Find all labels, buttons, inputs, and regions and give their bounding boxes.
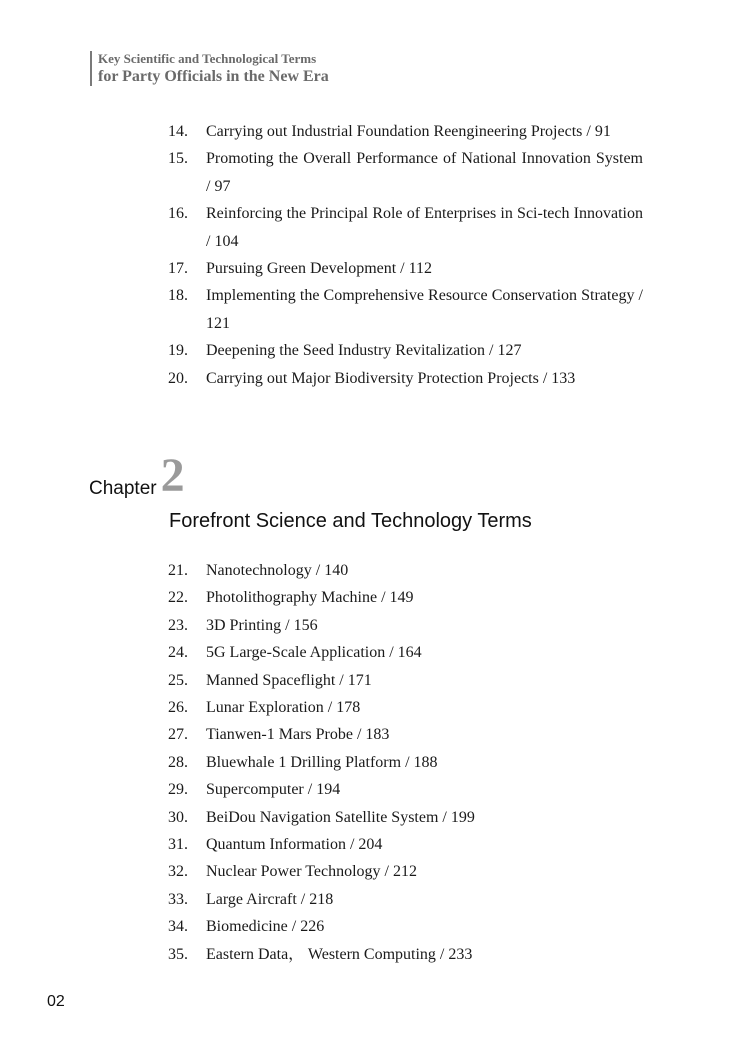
- running-head: [90, 51, 329, 86]
- running-head-line1: Key Scientific and Technological Terms: [98, 51, 317, 66]
- toc-item[interactable]: [168, 886, 643, 913]
- toc-item-number: 25.: [168, 671, 188, 689]
- toc-item-text: Carrying out Major Biodiversity Protection Projects / 133: [206, 369, 576, 387]
- toc-item-text: Pursuing Green Development / 112: [206, 260, 433, 278]
- toc-item[interactable]: [168, 749, 643, 776]
- toc-item[interactable]: [168, 584, 643, 611]
- toc-item[interactable]: [168, 639, 643, 666]
- toc-item-number: 31.: [168, 836, 188, 854]
- toc-item-number: 30.: [168, 808, 188, 826]
- toc-item-text: Lunar Exploration / 178: [206, 699, 361, 717]
- chapter-number: 2: [160, 449, 185, 502]
- toc-item-number: 16.: [168, 205, 188, 223]
- toc-item[interactable]: [168, 612, 643, 639]
- toc-item-text: Reinforcing the Principal Role of Enterprises in Sci-tech Innovation / 104: [206, 205, 643, 250]
- toc-item-text: Implementing the Comprehensive Resource Conservation Strategy / 121: [206, 287, 643, 332]
- toc-item-text: Photolithography Machine / 149: [206, 589, 414, 607]
- toc-item-text: Promoting the Overall Performance of National Innovation System / 97: [206, 150, 643, 195]
- toc-item[interactable]: [168, 858, 643, 885]
- page-number: 02: [47, 993, 65, 1010]
- toc-item-number: 24.: [168, 644, 188, 662]
- toc-item-text: Nanotechnology / 140: [206, 562, 349, 579]
- toc-item[interactable]: [168, 200, 643, 255]
- toc-list-chapter1: [168, 118, 643, 392]
- toc-item-number: 34.: [168, 918, 188, 936]
- toc-item-text: Nuclear Power Technology / 212: [206, 863, 417, 881]
- toc-item-text: Eastern Data， Western Computing / 233: [206, 945, 473, 963]
- toc-item-text: Manned Spaceflight / 171: [206, 671, 372, 689]
- toc-item[interactable]: [168, 913, 643, 940]
- toc-item-text: Deepening the Seed Industry Revitalization / 127: [206, 342, 522, 360]
- toc-item-number: 33.: [168, 890, 188, 908]
- toc-item[interactable]: [168, 118, 643, 145]
- toc-item-text: 5G Large-Scale Application / 164: [206, 644, 422, 662]
- toc-item[interactable]: [168, 282, 643, 337]
- toc-list-chapter2: [168, 557, 643, 968]
- toc-item[interactable]: [168, 337, 643, 364]
- toc-item-text: Quantum Information / 204: [206, 836, 383, 854]
- toc-item[interactable]: [168, 557, 643, 584]
- toc-item-number: 29.: [168, 781, 188, 799]
- toc-item-number: 17.: [168, 260, 188, 278]
- toc-item[interactable]: [168, 721, 643, 748]
- toc-item-number: 15.: [168, 150, 188, 168]
- toc-item-text: BeiDou Navigation Satellite System / 199: [206, 808, 475, 826]
- toc-item[interactable]: [168, 831, 643, 858]
- toc-item-number: 28.: [168, 753, 188, 771]
- toc-item[interactable]: [168, 255, 643, 282]
- toc-item[interactable]: [168, 667, 643, 694]
- toc-item-number: 21.: [168, 562, 188, 579]
- toc-item-text: Tianwen-1 Mars Probe / 183: [206, 726, 390, 744]
- toc-item-number: 26.: [168, 699, 188, 717]
- toc-item[interactable]: [168, 694, 643, 721]
- toc-item-number: 23.: [168, 616, 188, 634]
- toc-item-text: 3D Printing / 156: [206, 616, 318, 634]
- toc-item-number: 22.: [168, 589, 188, 607]
- toc-item-number: 27.: [168, 726, 188, 744]
- toc-item[interactable]: [168, 804, 643, 831]
- toc-item-number: 18.: [168, 287, 188, 305]
- toc-item[interactable]: [168, 145, 643, 200]
- toc-item-number: 20.: [168, 369, 188, 387]
- toc-item[interactable]: [168, 776, 643, 803]
- chapter-label: Chapter: [89, 478, 157, 499]
- toc-item-number: 35.: [168, 945, 188, 963]
- toc-item[interactable]: [168, 365, 643, 392]
- toc-item-text: Supercomputer / 194: [206, 781, 341, 799]
- toc-item-text: Carrying out Industrial Foundation Reengineering Projects / 91: [206, 123, 611, 140]
- toc-item-text: Biomedicine / 226: [206, 918, 325, 936]
- toc-item-number: 19.: [168, 342, 188, 360]
- toc-item-text: Bluewhale 1 Drilling Platform / 188: [206, 753, 438, 771]
- running-head-line2: for Party Officials in the New Era: [98, 68, 329, 85]
- toc-item-number: 32.: [168, 863, 188, 881]
- toc-item-number: 14.: [168, 123, 188, 140]
- toc-item[interactable]: [168, 941, 643, 968]
- chapter-heading: [89, 449, 185, 502]
- toc-item-text: Large Aircraft / 218: [206, 890, 334, 908]
- chapter-title: Forefront Science and Technology Terms: [169, 510, 532, 532]
